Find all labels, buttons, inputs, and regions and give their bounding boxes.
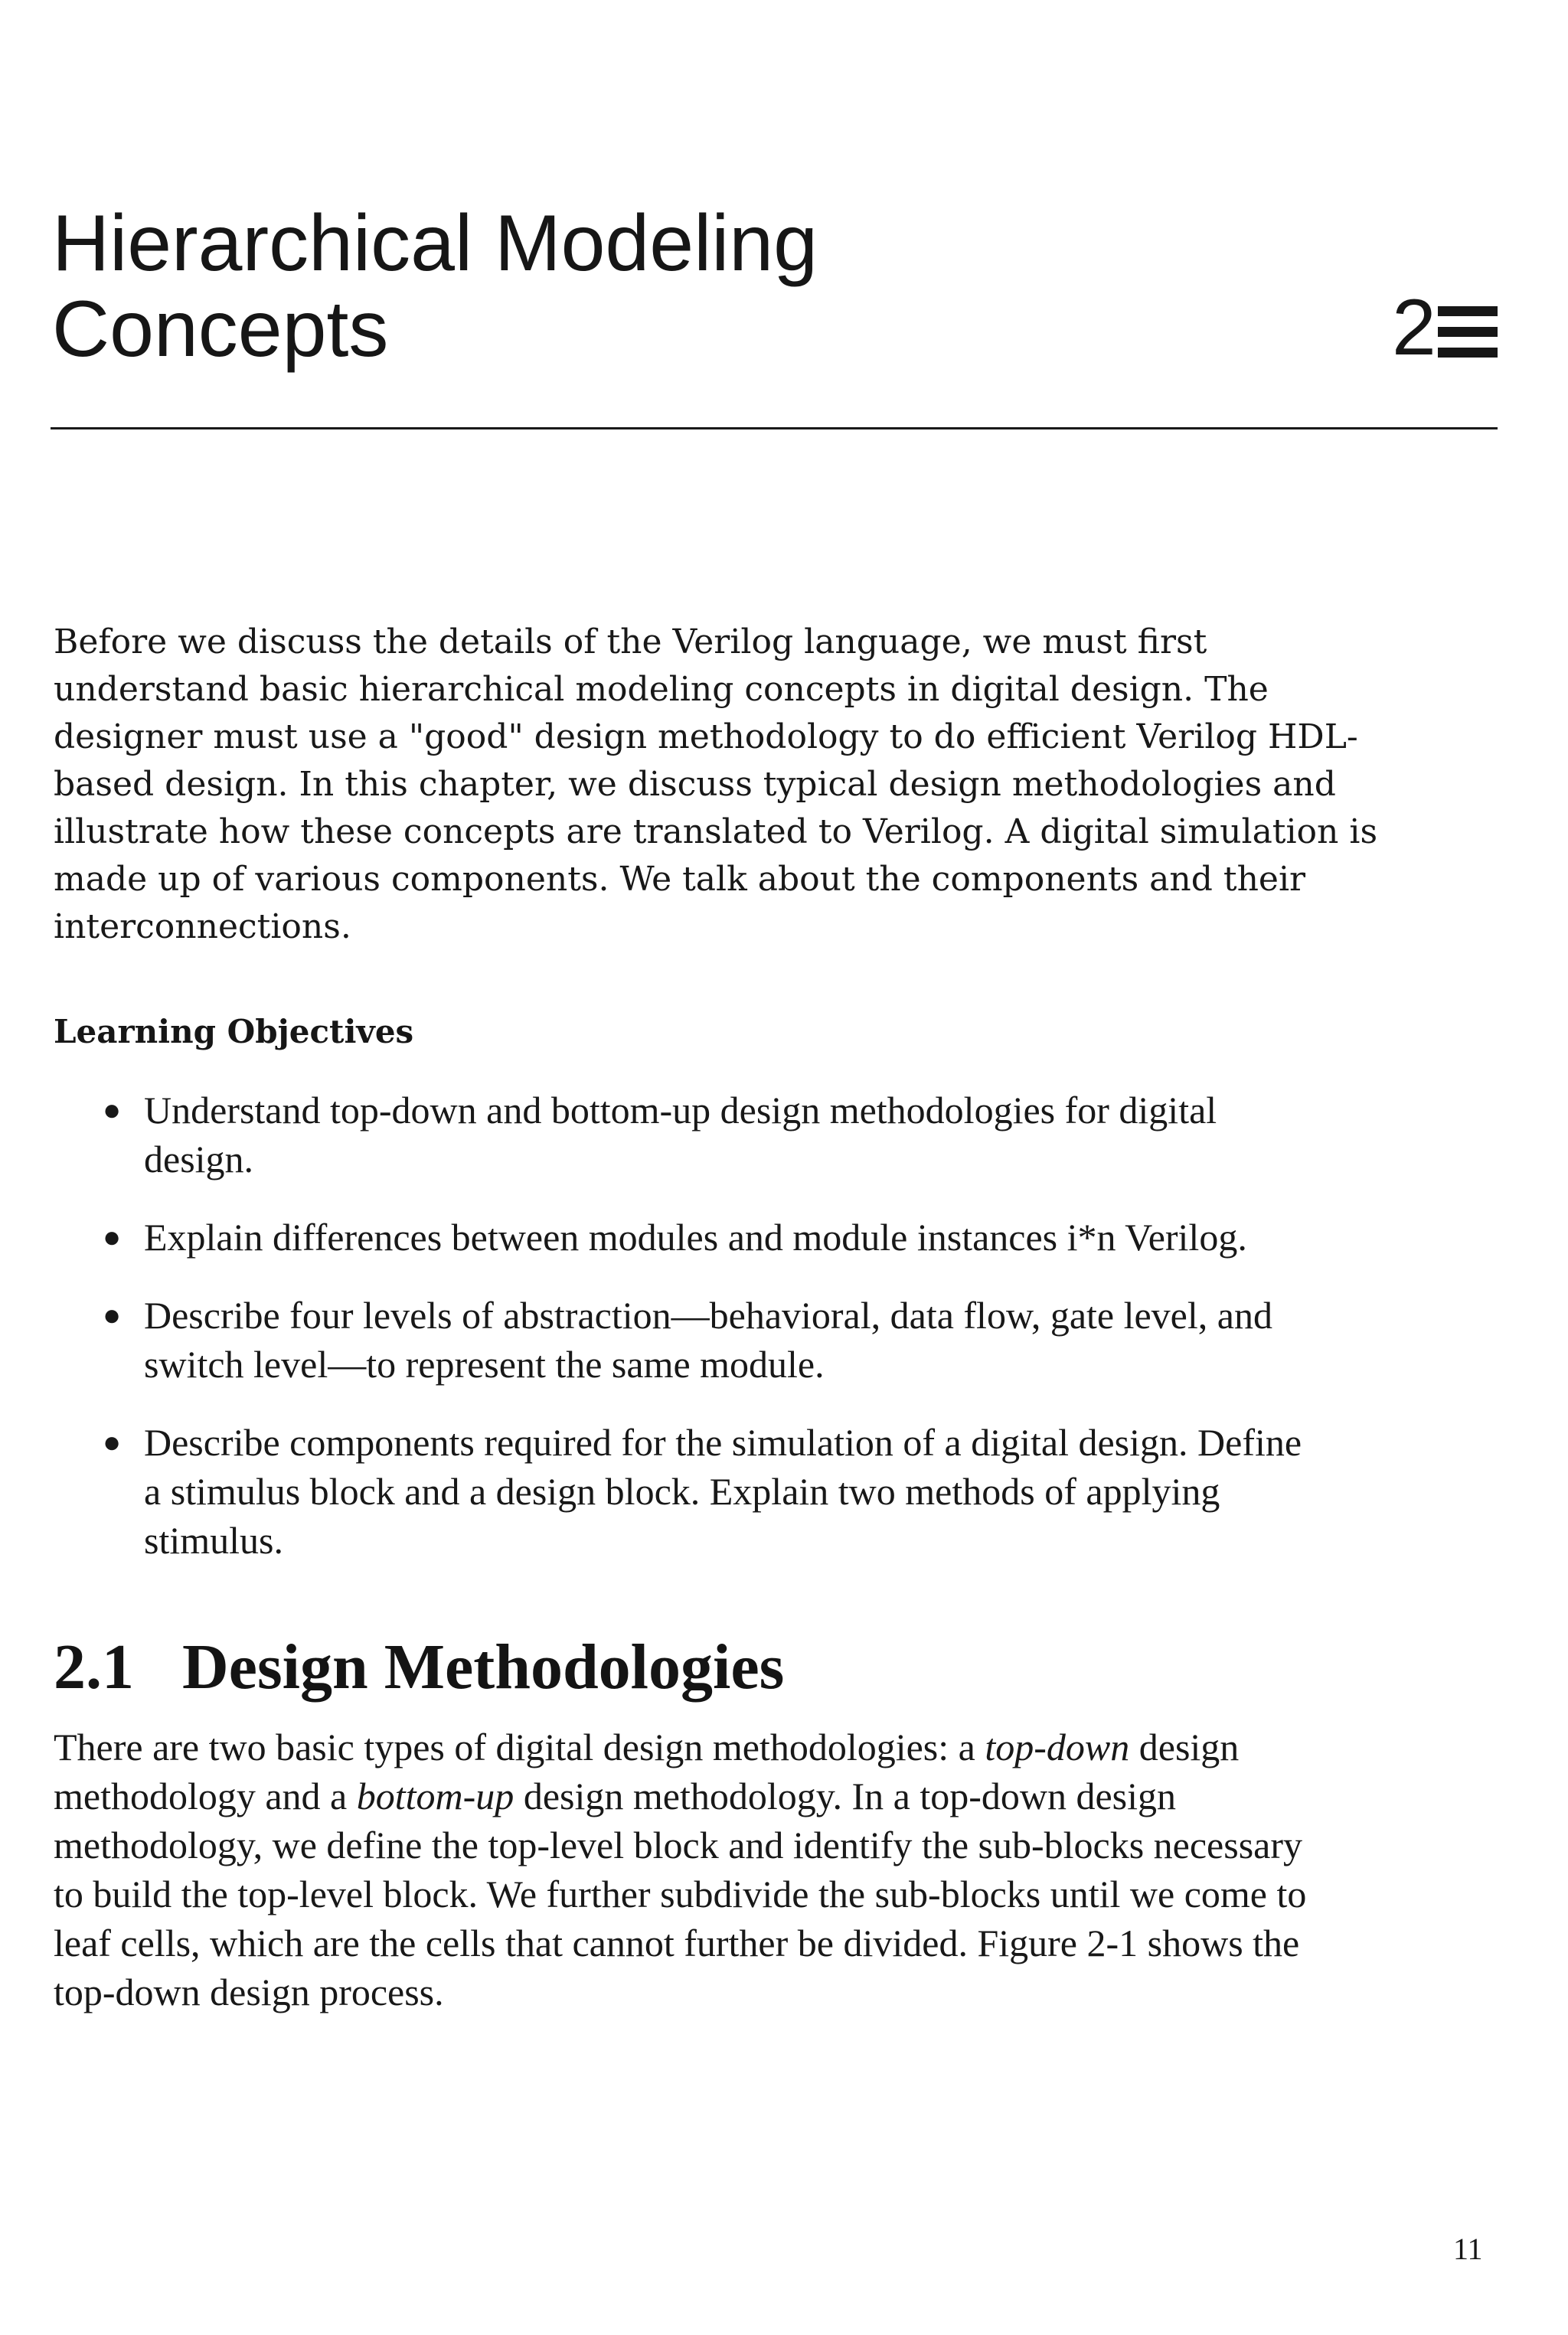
intro-line: understand basic hierarchical modeling concepts in digital design. The [54,670,1269,709]
objective-line: stimulus. [144,1519,283,1562]
section-paragraph [54,1723,1493,2017]
objective-item [54,1213,1493,1262]
chapter-number: 2 [1392,283,1436,372]
section-text: methodology and a [54,1775,357,1817]
chapter-divider [51,427,1498,429]
bullet-icon: ● [103,1298,122,1332]
objective-line: design. [144,1138,254,1181]
chapter-marker-icon [1438,306,1498,368]
intro-line: made up of various components. We talk about the components and their [54,860,1306,899]
section-title: Design Methodologies [182,1631,785,1703]
section-line: to build the top-level block. We further subdivide the sub-blocks until we come to [54,1873,1307,1915]
emphasis-bottom-up: bottom-up [356,1775,514,1817]
objective-line: a stimulus block and a design block. Explain two methods of applying [144,1470,1220,1513]
intro-paragraph [54,619,1493,951]
section-line [54,1772,1493,1821]
emphasis-top-down: top-down [985,1726,1130,1768]
learning-objectives-list [54,1086,1493,1594]
section-line: leaf cells, which are the cells that cannot further be divided. Figure 2-1 shows the [54,1922,1300,1964]
objective-item [54,1086,1493,1184]
section-line: top-down design process. [54,1971,444,2013]
section-text: design methodology. In a top-down design [514,1775,1177,1817]
section-text: design [1129,1726,1240,1768]
section-line [54,1723,1493,1772]
learning-objectives-heading: Learning Objectives [54,1013,414,1050]
objective-line: Understand top-down and bottom-up design methodologies for digital [144,1089,1217,1132]
section-text: There are two basic types of digital design methodologies: a [54,1726,985,1768]
intro-line: designer must use a "good" design methodology to do efficient Verilog HDL- [54,717,1358,756]
objective-line: Explain differences between modules and module instances i*n Verilog. [144,1216,1247,1259]
section-line: methodology, we define the top-level block and identify the sub-blocks necessary [54,1824,1303,1866]
bullet-icon: ● [103,1425,122,1459]
page-number: 11 [1453,2232,1483,2266]
section-number: 2.1 [54,1631,134,1703]
chapter-title-line-1: Hierarchical Modeling [52,199,818,288]
objective-item [54,1418,1493,1565]
objective-item [54,1291,1493,1389]
objective-line: Describe four levels of abstraction—behavioral, data flow, gate level, and [144,1294,1272,1337]
objective-line: Describe components required for the simulation of a digital design. Define [144,1421,1302,1464]
bullet-icon: ● [103,1220,122,1254]
chapter-title [52,201,818,372]
objective-line: switch level—to represent the same module. [144,1343,825,1386]
section-heading [54,1629,784,1706]
bullet-icon: ● [103,1092,122,1127]
chapter-title-line-2: Concepts [52,285,389,374]
intro-line: illustrate how these concepts are translated to Verilog. A digital simulation is [54,812,1378,851]
intro-line: based design. In this chapter, we discuss typical design methodologies and [54,765,1336,804]
intro-line: Before we discuss the details of the Verilog language, we must first [54,622,1207,661]
intro-line: interconnections. [54,907,351,946]
